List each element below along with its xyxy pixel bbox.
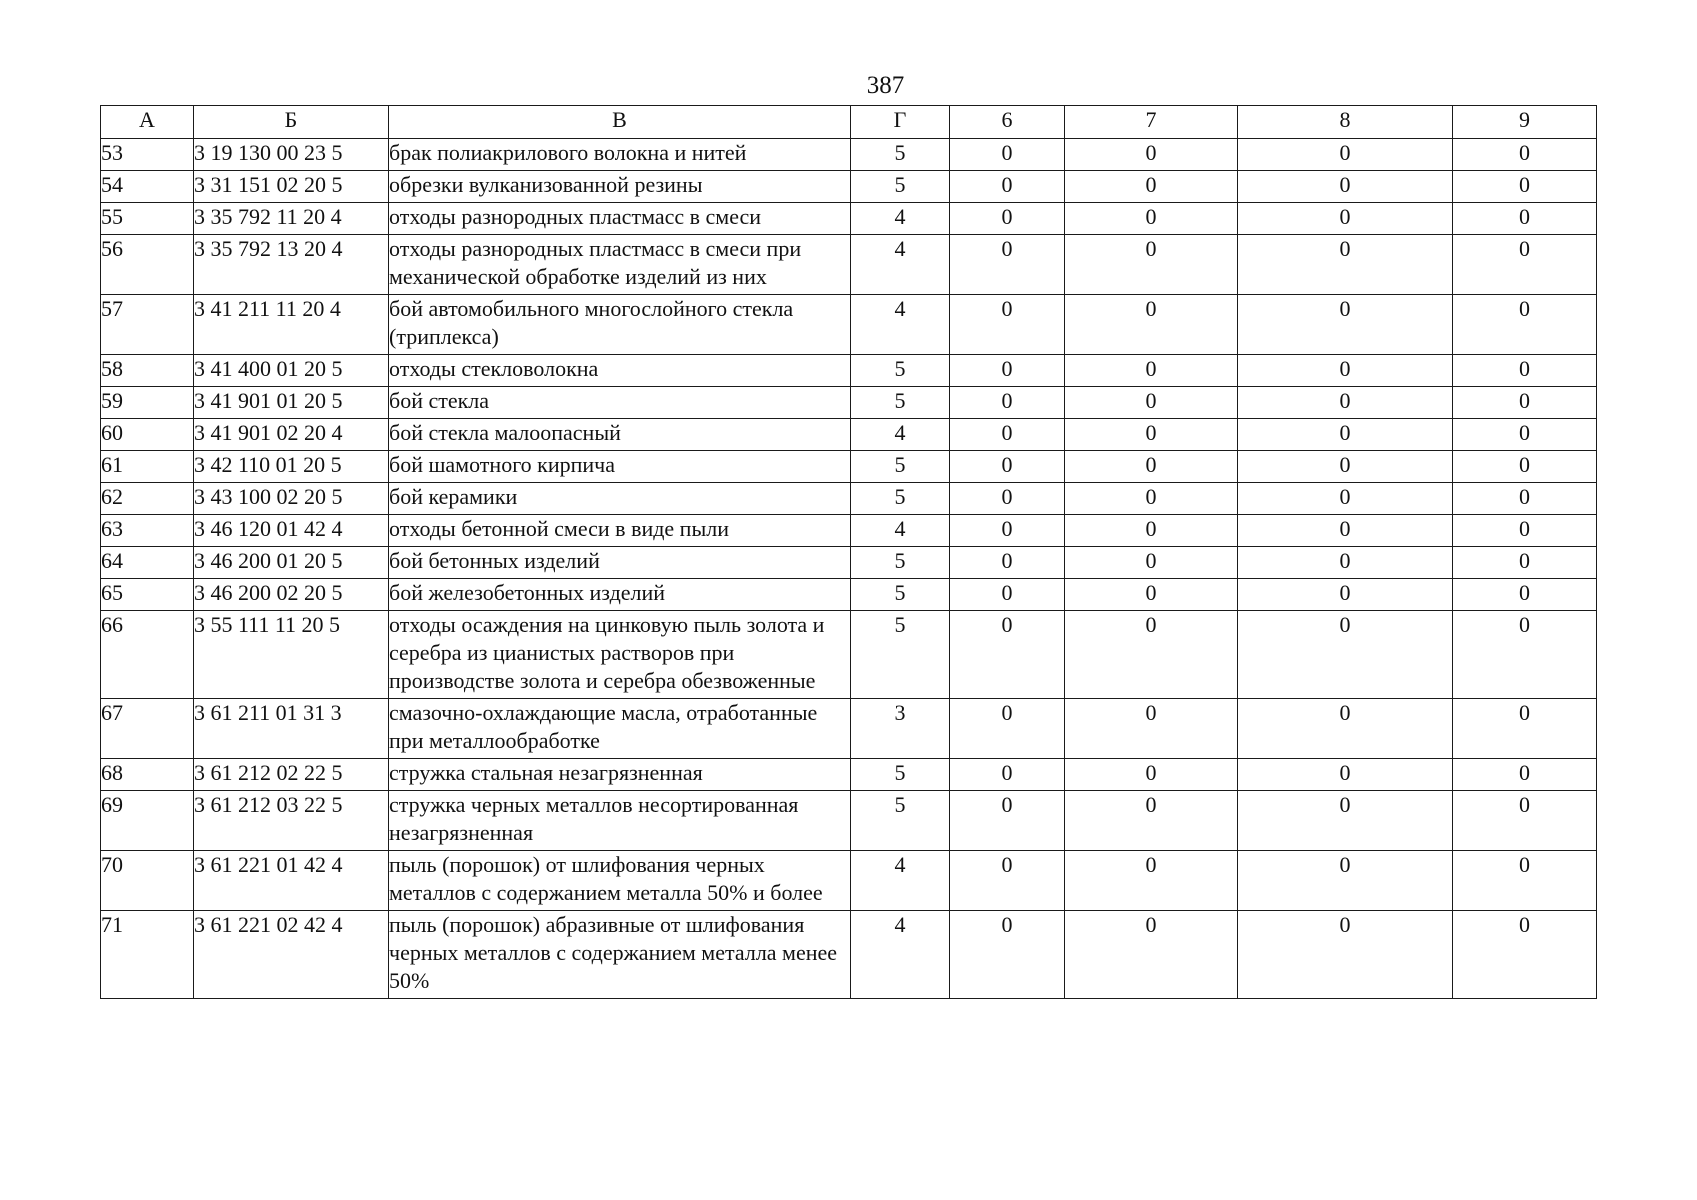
table-row [101, 759, 1597, 791]
table-row [101, 579, 1597, 611]
waste-table [100, 105, 1597, 999]
hazard-class: 4 [851, 851, 950, 911]
waste-code: 3 46 200 02 20 5 [194, 579, 389, 611]
row-number: 60 [101, 419, 194, 451]
value-col-6: 0 [950, 759, 1065, 791]
row-number: 55 [101, 203, 194, 235]
col-7-header: 7 [1065, 106, 1238, 139]
value-col-9: 0 [1453, 791, 1597, 851]
waste-name: бой стекла малоопасный [389, 419, 851, 451]
hazard-class: 5 [851, 759, 950, 791]
value-col-6: 0 [950, 547, 1065, 579]
waste-code: 3 43 100 02 20 5 [194, 483, 389, 515]
value-col-6: 0 [950, 295, 1065, 355]
waste-name: отходы разнородных пластмасс в смеси при механической обработке изделий из них [389, 235, 851, 295]
waste-name: пыль (порошок) от шлифования черных металлов с содержанием металла 50% и более [389, 851, 851, 911]
value-col-7: 0 [1065, 387, 1238, 419]
value-col-7: 0 [1065, 355, 1238, 387]
table-row [101, 235, 1597, 295]
waste-code: 3 41 901 01 20 5 [194, 387, 389, 419]
value-col-8: 0 [1238, 419, 1453, 451]
row-number: 59 [101, 387, 194, 419]
row-number: 71 [101, 911, 194, 999]
waste-name: стружка черных металлов несортированная незагрязненная [389, 791, 851, 851]
value-col-7: 0 [1065, 911, 1238, 999]
value-col-8: 0 [1238, 911, 1453, 999]
waste-name: стружка стальная незагрязненная [389, 759, 851, 791]
table-row [101, 139, 1597, 171]
waste-code: 3 61 211 01 31 3 [194, 699, 389, 759]
value-col-8: 0 [1238, 295, 1453, 355]
table-row [101, 483, 1597, 515]
hazard-class: 4 [851, 911, 950, 999]
value-col-9: 0 [1453, 515, 1597, 547]
col-b-header: Б [194, 106, 389, 139]
value-col-8: 0 [1238, 611, 1453, 699]
waste-code: 3 61 212 02 22 5 [194, 759, 389, 791]
row-number: 68 [101, 759, 194, 791]
table-header-row [101, 106, 1597, 139]
waste-name: бой шамотного кирпича [389, 451, 851, 483]
value-col-9: 0 [1453, 387, 1597, 419]
value-col-7: 0 [1065, 295, 1238, 355]
value-col-9: 0 [1453, 419, 1597, 451]
value-col-9: 0 [1453, 235, 1597, 295]
value-col-8: 0 [1238, 759, 1453, 791]
row-number: 64 [101, 547, 194, 579]
value-col-9: 0 [1453, 171, 1597, 203]
hazard-class: 4 [851, 203, 950, 235]
value-col-7: 0 [1065, 515, 1238, 547]
row-number: 56 [101, 235, 194, 295]
value-col-7: 0 [1065, 579, 1238, 611]
value-col-8: 0 [1238, 451, 1453, 483]
value-col-8: 0 [1238, 139, 1453, 171]
value-col-7: 0 [1065, 851, 1238, 911]
waste-name: отходы бетонной смеси в виде пыли [389, 515, 851, 547]
col-8-header: 8 [1238, 106, 1453, 139]
value-col-7: 0 [1065, 139, 1238, 171]
waste-name: смазочно-охлаждающие масла, отработанные при металлообработке [389, 699, 851, 759]
row-number: 57 [101, 295, 194, 355]
waste-code: 3 61 212 03 22 5 [194, 791, 389, 851]
value-col-6: 0 [950, 791, 1065, 851]
table-body [101, 139, 1597, 999]
waste-code: 3 31 151 02 20 5 [194, 171, 389, 203]
table-row [101, 419, 1597, 451]
hazard-class: 5 [851, 171, 950, 203]
value-col-9: 0 [1453, 355, 1597, 387]
value-col-6: 0 [950, 355, 1065, 387]
value-col-8: 0 [1238, 699, 1453, 759]
table-row [101, 911, 1597, 999]
waste-code: 3 41 211 11 20 4 [194, 295, 389, 355]
hazard-class: 4 [851, 235, 950, 295]
value-col-9: 0 [1453, 295, 1597, 355]
table-row [101, 355, 1597, 387]
waste-code: 3 46 120 01 42 4 [194, 515, 389, 547]
waste-code: 3 42 110 01 20 5 [194, 451, 389, 483]
value-col-7: 0 [1065, 235, 1238, 295]
waste-name: бой автомобильного многослойного стекла (триплекса) [389, 295, 851, 355]
value-col-7: 0 [1065, 419, 1238, 451]
hazard-class: 5 [851, 579, 950, 611]
value-col-8: 0 [1238, 355, 1453, 387]
value-col-9: 0 [1453, 451, 1597, 483]
value-col-6: 0 [950, 483, 1065, 515]
col-g-header: Г [851, 106, 950, 139]
waste-code: 3 41 400 01 20 5 [194, 355, 389, 387]
value-col-9: 0 [1453, 139, 1597, 171]
hazard-class: 5 [851, 611, 950, 699]
value-col-6: 0 [950, 419, 1065, 451]
value-col-9: 0 [1453, 203, 1597, 235]
value-col-7: 0 [1065, 451, 1238, 483]
table-row [101, 295, 1597, 355]
value-col-8: 0 [1238, 851, 1453, 911]
value-col-9: 0 [1453, 759, 1597, 791]
row-number: 67 [101, 699, 194, 759]
waste-name: бой железобетонных изделий [389, 579, 851, 611]
col-a-header: А [101, 106, 194, 139]
value-col-8: 0 [1238, 235, 1453, 295]
hazard-class: 5 [851, 791, 950, 851]
value-col-8: 0 [1238, 515, 1453, 547]
value-col-9: 0 [1453, 547, 1597, 579]
waste-name: бой бетонных изделий [389, 547, 851, 579]
value-col-6: 0 [950, 139, 1065, 171]
value-col-8: 0 [1238, 387, 1453, 419]
col-v-header: В [389, 106, 851, 139]
value-col-7: 0 [1065, 759, 1238, 791]
value-col-7: 0 [1065, 171, 1238, 203]
waste-code: 3 61 221 01 42 4 [194, 851, 389, 911]
page-number: 387 [866, 72, 905, 99]
value-col-8: 0 [1238, 483, 1453, 515]
value-col-8: 0 [1238, 171, 1453, 203]
value-col-8: 0 [1238, 791, 1453, 851]
waste-name: бой керамики [389, 483, 851, 515]
value-col-6: 0 [950, 387, 1065, 419]
row-number: 70 [101, 851, 194, 911]
value-col-9: 0 [1453, 579, 1597, 611]
value-col-9: 0 [1453, 851, 1597, 911]
waste-code: 3 41 901 02 20 4 [194, 419, 389, 451]
table-row [101, 451, 1597, 483]
hazard-class: 4 [851, 295, 950, 355]
waste-name: отходы стекловолокна [389, 355, 851, 387]
hazard-class: 3 [851, 699, 950, 759]
value-col-7: 0 [1065, 547, 1238, 579]
waste-code: 3 35 792 11 20 4 [194, 203, 389, 235]
waste-code: 3 61 221 02 42 4 [194, 911, 389, 999]
table-row [101, 387, 1597, 419]
value-col-6: 0 [950, 579, 1065, 611]
hazard-class: 4 [851, 515, 950, 547]
value-col-6: 0 [950, 451, 1065, 483]
hazard-class: 5 [851, 139, 950, 171]
waste-code: 3 46 200 01 20 5 [194, 547, 389, 579]
value-col-7: 0 [1065, 611, 1238, 699]
row-number: 58 [101, 355, 194, 387]
row-number: 65 [101, 579, 194, 611]
waste-name: пыль (порошок) абразивные от шлифования черных металлов с содержанием металла менее 50% [389, 911, 851, 999]
value-col-6: 0 [950, 171, 1065, 203]
value-col-6: 0 [950, 611, 1065, 699]
value-col-8: 0 [1238, 547, 1453, 579]
waste-code: 3 55 111 11 20 5 [194, 611, 389, 699]
table-row [101, 851, 1597, 911]
hazard-class: 4 [851, 419, 950, 451]
value-col-8: 0 [1238, 579, 1453, 611]
row-number: 63 [101, 515, 194, 547]
table-row [101, 611, 1597, 699]
waste-name: бой стекла [389, 387, 851, 419]
value-col-6: 0 [950, 235, 1065, 295]
hazard-class: 5 [851, 451, 950, 483]
value-col-9: 0 [1453, 911, 1597, 999]
value-col-9: 0 [1453, 483, 1597, 515]
table-row [101, 203, 1597, 235]
value-col-9: 0 [1453, 699, 1597, 759]
waste-name: отходы разнородных пластмасс в смеси [389, 203, 851, 235]
value-col-8: 0 [1238, 203, 1453, 235]
hazard-class: 5 [851, 547, 950, 579]
waste-name: обрезки вулканизованной резины [389, 171, 851, 203]
table-row [101, 699, 1597, 759]
row-number: 66 [101, 611, 194, 699]
table-row [101, 791, 1597, 851]
value-col-7: 0 [1065, 791, 1238, 851]
waste-code: 3 19 130 00 23 5 [194, 139, 389, 171]
hazard-class: 5 [851, 355, 950, 387]
waste-name: брак полиакрилового волокна и нитей [389, 139, 851, 171]
value-col-9: 0 [1453, 611, 1597, 699]
table-row [101, 547, 1597, 579]
value-col-6: 0 [950, 851, 1065, 911]
value-col-7: 0 [1065, 483, 1238, 515]
waste-name: отходы осаждения на цинковую пыль золота и серебра из цианистых растворов при производстве золота и серебра обезвоженные [389, 611, 851, 699]
hazard-class: 5 [851, 387, 950, 419]
value-col-7: 0 [1065, 699, 1238, 759]
col-9-header: 9 [1453, 106, 1597, 139]
value-col-6: 0 [950, 911, 1065, 999]
hazard-class: 5 [851, 483, 950, 515]
value-col-6: 0 [950, 515, 1065, 547]
col-6-header: 6 [950, 106, 1065, 139]
row-number: 61 [101, 451, 194, 483]
row-number: 54 [101, 171, 194, 203]
table-row [101, 171, 1597, 203]
table-row [101, 515, 1597, 547]
row-number: 69 [101, 791, 194, 851]
value-col-6: 0 [950, 699, 1065, 759]
row-number: 62 [101, 483, 194, 515]
waste-code: 3 35 792 13 20 4 [194, 235, 389, 295]
value-col-6: 0 [950, 203, 1065, 235]
value-col-7: 0 [1065, 203, 1238, 235]
row-number: 53 [101, 139, 194, 171]
